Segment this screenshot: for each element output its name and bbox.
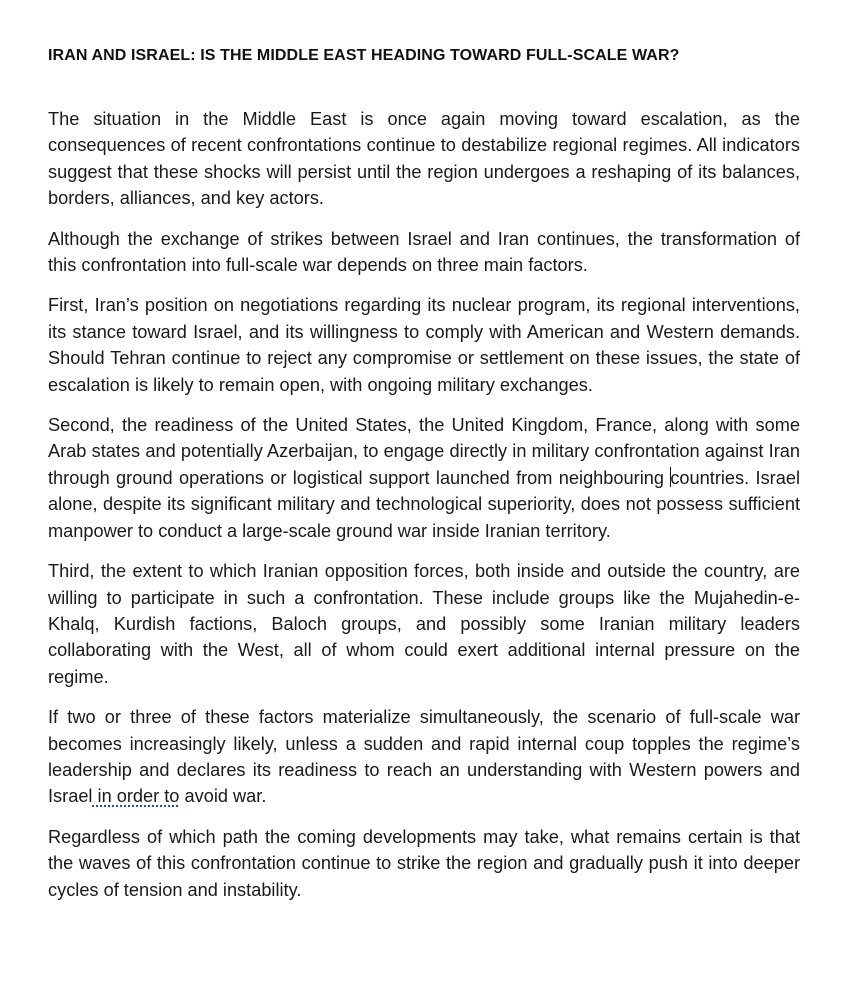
paragraph-4-text-start: Second, the readiness of the United States, the United Kingdom, France, along with some Arab states and potentially Azerbaijan, to engage directly in military confrontation against Iran through ground operations or logistical support launched from neighbouring: [48, 415, 800, 488]
paragraph-4-text-end: countries. Israel alone, despite its significant military and technological superiority, does not possess sufficient manpower to conduct a large-scale ground war inside Iranian territory.: [48, 467, 800, 541]
document-title: IRAN AND ISRAEL: IS THE MIDDLE EAST HEADING TOWARD FULL-SCALE WAR?: [48, 47, 680, 64]
paragraph-7: Regardless of which path the coming developments may take, what remains certain is that the waves of this confrontation continue to strike the region and gradually push it into deeper cycles of tension and instability.: [48, 826, 800, 900]
paragraph-6-text-end: avoid war.: [179, 786, 267, 807]
paragraph-1: The situation in the Middle East is once again moving toward escalation, as the consequences of recent confrontations continue to destabilize regional regimes. All indicators suggest that these shocks will persist until the region undergoes a reshaping of its balances, borders, alliances, and key actors.: [48, 109, 800, 209]
paragraph-2: Although the exchange of strikes between Israel and Iran continues, the transformation of this confrontation into full-scale war depends on three main factors.: [48, 228, 800, 276]
paragraph-3: First, Iran’s position on negotiations regarding its nuclear program, its regional interventions, its stance toward Israel, and its willingness to comply with American and Western demands. Should Tehran continue to reject any compromise or settlement on these issues, the state of escalation is likely to remain open, with ongoing military exchanges.: [48, 295, 800, 395]
paragraph-5: Third, the extent to which Iranian opposition forces, both inside and outside the country, are willing to participate in such a confrontation. These include groups like the Mujahedin-e-Khalq, Kurdish factions, Baloch groups, and possibly some Iranian military leaders collaborating with the West, all of whom could exert additional internal pressure on the regime.: [48, 561, 800, 687]
document-body[interactable]: [48, 106, 800, 917]
grammar-suggestion-underline[interactable]: in order to: [92, 786, 180, 807]
paragraph-4: [48, 412, 800, 544]
paragraph-6: [48, 704, 800, 810]
paragraph-6-text-start: If two or three of these factors materialize simultaneously, the scenario of full-scale war becomes increasingly likely, unless a sudden and rapid internal coup topples the regime’s leadership and declares its readiness to reach an understanding with Western powers and Israel: [48, 707, 800, 807]
